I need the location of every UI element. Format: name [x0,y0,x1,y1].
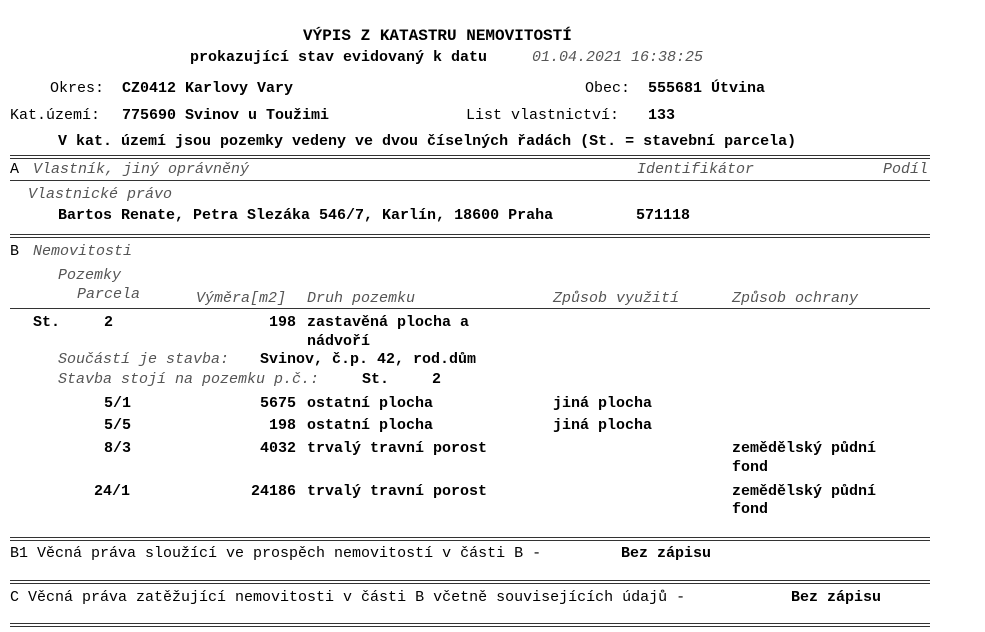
parcel-land-type-cont: nádvoří [307,333,371,350]
parcel-number: 24/1 [94,483,131,500]
parcel-protection: zemědělský půdní [732,483,877,500]
parcel-land-type: trvalý travní porost [307,440,488,457]
building-parcel-prefix: St. [362,371,390,388]
building-part-label: Součástí je stavba: [58,351,230,368]
section-c-text: C Věcná práva zatěžující nemovitosti v části B včetně souvisejících údajů - [10,589,686,606]
section-b-subtitle: Pozemky [58,267,122,284]
okres-label: Okres: [50,80,105,97]
parcel-land-type: ostatní plocha [307,417,434,434]
col-ochrana: Způsob ochrany [732,290,859,307]
col-vymera: Výměra[m2] [196,290,287,307]
parcel-land-type: trvalý travní porost [307,483,488,500]
parcel-area: 24186 [250,483,296,500]
document-title: VÝPIS Z KATASTRU NEMOVITOSTÍ [303,27,572,45]
col-vyuziti: Způsob využití [553,290,680,307]
lv-label: List vlastnictví: [466,107,620,124]
okres-value: CZ0412 Karlovy Vary [122,80,294,97]
parcel-area: 4032 [259,440,296,457]
section-c-bottom-rule [10,623,930,627]
section-b1-text: B1 Věcná práva sloužící ve prospěch nemovitostí v části B - [10,545,542,562]
parcel-protection-cont: fond [732,459,769,476]
parcel-number: 2 [104,314,114,331]
owner-identifier: 571118 [636,207,691,224]
parcel-area: 5675 [259,395,296,412]
parcel-number: 5/1 [104,395,132,412]
section-b-title: Nemovitosti [33,243,133,260]
col-parcela: Parcela [77,286,141,303]
owner-name: Bartos Renate, Petra Slezáka 546/7, Karlín, 18600 Praha [58,207,554,224]
katuzemi-label: Kat.území: [10,107,101,124]
section-b-header-rule [10,308,930,309]
section-a-letter: A [10,161,20,178]
cadastral-note: V kat. území jsou pozemky vedeny ve dvou číselných řadách (St. = stavební parcela) [58,133,797,150]
section-b1-value: Bez zápisu [621,545,712,562]
obec-value: 555681 Útvina [648,80,766,97]
document-subtitle: prokazující stav evidovaný k datu [190,49,488,66]
parcel-land-type: zastavěná plocha a [307,314,470,331]
parcel-area: 198 [268,314,296,331]
section-a-header-rule [10,180,930,181]
section-b1-top-rule [10,537,930,541]
parcel-usage: jiná plocha [553,395,653,412]
katuzemi-value: 775690 Svinov u Toužimi [122,107,330,124]
col-druh: Druh pozemku [307,290,416,307]
section-b-top-rule [10,234,930,238]
building-parcel-number: 2 [432,371,442,388]
stavebni-parcela-prefix: St. [33,314,61,331]
parcel-usage: jiná plocha [553,417,653,434]
parcel-protection: zemědělský půdní [732,440,877,457]
parcel-land-type: ostatní plocha [307,395,434,412]
section-a-col-share: Podíl [883,161,929,178]
building-parcel-label: Stavba stojí na pozemku p.č.: [58,371,320,388]
section-c-value: Bez zápisu [791,589,882,606]
section-a-title: Vlastník, jiný oprávněný [33,161,250,178]
building-part-value: Svinov, č.p. 42, rod.dům [260,351,477,368]
section-b-letter: B [10,243,20,260]
section-a-col-id: Identifikátor [637,161,755,178]
parcel-area: 198 [268,417,296,434]
section-a-top-rule [10,155,930,159]
section-c-top-rule [10,580,930,584]
ownership-right-label: Vlastnické právo [28,186,173,203]
parcel-number: 8/3 [104,440,132,457]
parcel-number: 5/5 [104,417,132,434]
obec-label: Obec: [585,80,631,97]
parcel-protection-cont: fond [732,501,769,518]
document-date: 01.04.2021 16:38:25 [532,49,704,66]
lv-value: 133 [648,107,676,124]
